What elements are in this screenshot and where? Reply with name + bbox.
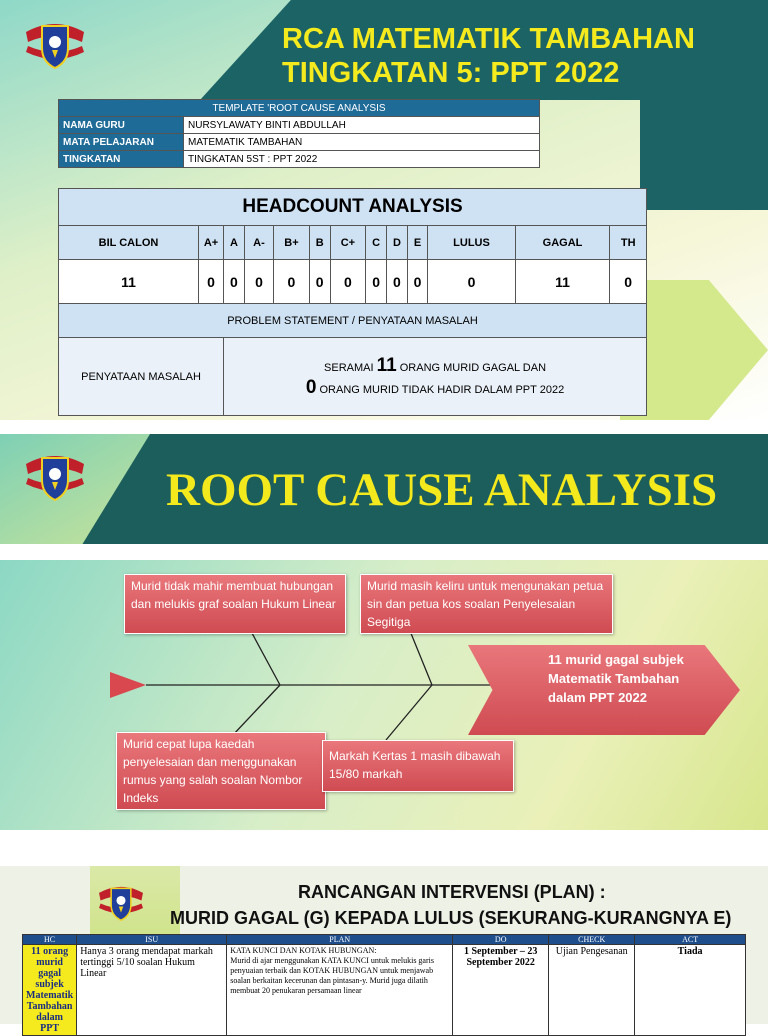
teacher-info-table: TEMPLATE 'ROOT CAUSE ANALYSIS NAMA GURU NURSYLAWATY BINTI ABDULLAH MATA PELAJARAN MATEMATIK TAMBAHAN TINGKATAN TINGKATAN 5ST : PPT 2022	[58, 99, 540, 168]
fishbone-bone	[232, 685, 280, 736]
slide-title: RCA MATEMATIK TAMBAHAN TINGKATAN 5: PPT 2022	[282, 23, 695, 89]
school-crest-icon	[22, 16, 88, 72]
cause-top-right: Murid masih keliru untuk mengunakan petua sin dan petua kos soalan Penyelesaian Segitiga	[360, 574, 613, 634]
slide-rca-title	[0, 434, 768, 544]
school-crest-icon	[96, 880, 146, 924]
intervention-table: HC ISU PLAN DO CHECK ACT 11 orang murid gagal subjek Matematik Tambahan dalam PPT Hanya 3 orang mendapat markah tertinggi 5/10 soalan Hukum Linear KATA KUNCI DAN KOTAK HUBUNGAN: Murid di ajar menggunakan KATA KUNCI untuk melukis garis penyuaian terbaik dan KOTAK HUBUNGAN untuk menjawab soalan berkaitan kecerunan dan pintasan-y. Murid juga dilatih membuat 20 penukaran persamaan linear 1 September – 23 September 2022 Ujian Pengesanan Tiada	[22, 934, 746, 1036]
problem-label: PENYATAAN MASALAH	[59, 338, 224, 416]
effect-text: 11 murid gagal subjek Matematik Tambahan dalam PPT 2022	[548, 652, 684, 705]
fishbone-bone	[386, 685, 432, 740]
cause-bottom-right: Markah Kertas 1 masih dibawah 15/80 markah	[322, 740, 514, 792]
table-row: 11 orang murid gagal subjek Matematik Tambahan dalam PPT Hanya 3 orang mendapat markah tertinggi 5/10 soalan Hukum Linear KATA KUNCI DAN KOTAK HUBUNGAN: Murid di ajar menggunakan KATA KUNCI untuk melukis garis penyuaian terbaik dan KOTAK HUBUNGAN untuk menjawab soalan berkaitan kecerunan dan pintasan-y. Murid juga dilatih membuat 20 penukaran persamaan linear 1 September – 23 September 2022 Ujian Pengesanan Tiada	[23, 945, 746, 1036]
school-crest-icon	[22, 448, 88, 504]
cause-top-left: Murid tidak mahir membuat hubungan dan melukis graf soalan Hukum Linear	[124, 574, 346, 634]
template-title: TEMPLATE 'ROOT CAUSE ANALYSIS	[59, 100, 540, 117]
slide-intervention-plan	[0, 866, 768, 1034]
headcount-table	[58, 188, 647, 416]
grade-value-row: 11 0 0 0 0 0 0 0 0 0 0 11 0	[59, 260, 647, 304]
slide-headcount	[0, 0, 768, 420]
problem-statement: SERAMAI 11 ORANG MURID GAGAL DAN 0 ORANG MURID TIDAK HADIR DALAM PPT 2022	[224, 338, 647, 416]
fishbone-bone	[408, 626, 432, 685]
headcount-title: HEADCOUNT ANALYSIS	[59, 189, 647, 226]
fishbone-tail-icon	[110, 672, 146, 698]
rca-title: ROOT CAUSE ANALYSIS	[166, 464, 718, 516]
problem-header: PROBLEM STATEMENT / PENYATAAN MASALAH	[59, 304, 647, 338]
slide-fishbone	[0, 560, 768, 830]
plan-title: RANCANGAN INTERVENSI (PLAN) :	[298, 882, 606, 902]
grade-header-row: BIL CALON A+ A A- B+ B C+ C D E LULUS GAGAL TH	[59, 226, 647, 260]
cause-bottom-left: Murid cepat lupa kaedah penyelesaian dan menggunakan rumus yang salah soalan Nombor Indeks	[116, 732, 326, 810]
plan-subtitle: MURID GAGAL (G) KEPADA LULUS (SEKURANG-KURANGNYA E)	[170, 908, 732, 928]
